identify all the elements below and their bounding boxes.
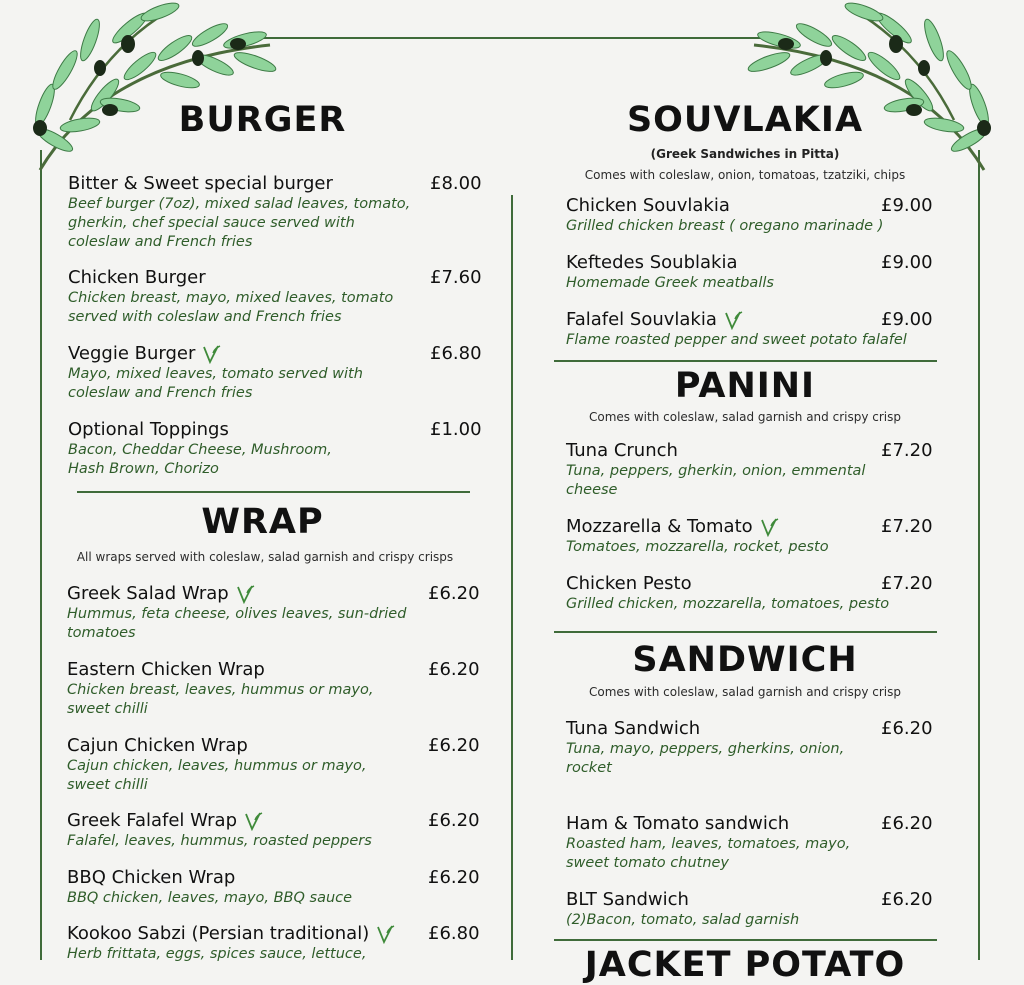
vegetarian-leaf-icon bbox=[235, 584, 255, 604]
item-price: £7.60 bbox=[430, 267, 482, 288]
item-description: Roasted ham, leaves, tomatoes, mayo, sweet tomato chutney bbox=[566, 836, 851, 871]
item-price: £6.20 bbox=[428, 583, 480, 604]
item-name: Greek Falafel Wrap bbox=[67, 810, 479, 831]
menu-item bbox=[67, 659, 479, 719]
burger-title: BURGER bbox=[178, 100, 347, 140]
item-description: Bacon, Cheddar Cheese, Mushroom, Hash Brown, Chorizo bbox=[68, 442, 332, 477]
frame-left-line bbox=[40, 150, 42, 960]
item-name: Kookoo Sabzi (Persian traditional) bbox=[67, 923, 479, 944]
jacket-potato-title: JACKET POTATO bbox=[584, 945, 906, 985]
item-description: Flame roasted pepper and sweet potato falafel bbox=[566, 332, 907, 348]
item-name: Chicken Pesto bbox=[566, 573, 692, 594]
olive-branch-icon-left bbox=[10, 0, 280, 175]
sandwich-title: SANDWICH bbox=[632, 640, 858, 680]
item-name: Optional Toppings bbox=[68, 419, 229, 440]
menu-item bbox=[67, 867, 479, 908]
column-divider bbox=[511, 195, 513, 960]
menu-item bbox=[67, 583, 479, 643]
item-name: Falafel Souvlakia bbox=[566, 309, 932, 330]
item-name: Ham & Tomato sandwich bbox=[566, 813, 790, 834]
item-description: Homemade Greek meatballs bbox=[566, 275, 774, 291]
item-name: Eastern Chicken Wrap bbox=[67, 659, 265, 680]
item-description: Tomatoes, mozzarella, rocket, pesto bbox=[566, 539, 829, 555]
item-price: £9.00 bbox=[881, 252, 933, 273]
item-price: £9.00 bbox=[881, 309, 933, 330]
menu-item bbox=[67, 735, 479, 795]
sandwich-subtitle: Comes with coleslaw, salad garnish and crispy crisp bbox=[589, 685, 901, 699]
item-description: Grilled chicken, mozzarella, tomatoes, pesto bbox=[566, 596, 890, 612]
souvlakia-subtitle: Comes with coleslaw, onion, tomatoas, tzatziki, chips bbox=[584, 168, 906, 182]
item-name: Cajun Chicken Wrap bbox=[67, 735, 248, 756]
item-description: Herb frittata, eggs, spices sauce, lettuce, bbox=[67, 946, 367, 962]
item-name: Bitter & Sweet special burger bbox=[68, 173, 333, 194]
menu-item bbox=[566, 718, 932, 778]
wrap-title: WRAP bbox=[201, 502, 324, 542]
item-price: £8.00 bbox=[430, 173, 482, 194]
item-price: £6.20 bbox=[428, 810, 480, 831]
souvlakia-subtitle-bold: (Greek Sandwiches in Pitta) bbox=[650, 147, 840, 161]
item-name: Chicken Souvlakia bbox=[566, 195, 730, 216]
item-description: (2)Bacon, tomato, salad garnish bbox=[566, 912, 800, 928]
menu-item bbox=[68, 419, 480, 479]
section-divider bbox=[554, 631, 937, 633]
item-price: £6.20 bbox=[881, 813, 933, 834]
item-price: £6.80 bbox=[428, 923, 480, 944]
frame-right-line bbox=[978, 150, 980, 960]
vegetarian-leaf-icon bbox=[201, 344, 221, 364]
item-price: £1.00 bbox=[430, 419, 482, 440]
item-description: Cajun chicken, leaves, hummus or mayo, sweet chilli bbox=[67, 758, 367, 793]
item-name: Veggie Burger bbox=[68, 343, 480, 364]
section-divider bbox=[554, 360, 937, 362]
vegetarian-leaf-icon bbox=[243, 811, 263, 831]
menu-item bbox=[566, 516, 932, 557]
vegetarian-leaf-icon bbox=[723, 310, 743, 330]
vegetarian-leaf-icon bbox=[375, 924, 395, 944]
menu-item bbox=[566, 440, 932, 500]
item-price: £6.20 bbox=[428, 867, 480, 888]
item-description: BBQ chicken, leaves, mayo, BBQ sauce bbox=[67, 890, 353, 906]
menu-item bbox=[566, 252, 932, 293]
section-divider bbox=[77, 491, 470, 493]
frame-top-line bbox=[250, 37, 780, 39]
vegetarian-leaf-icon bbox=[759, 517, 779, 537]
menu-item bbox=[68, 343, 480, 403]
menu-item bbox=[67, 923, 479, 964]
item-price: £7.20 bbox=[881, 516, 933, 537]
item-price: £6.20 bbox=[428, 659, 480, 680]
item-description: Tuna, peppers, gherkin, onion, emmental cheese bbox=[566, 463, 866, 498]
item-name: BBQ Chicken Wrap bbox=[67, 867, 236, 888]
menu-item bbox=[67, 810, 479, 851]
panini-title: PANINI bbox=[674, 366, 816, 406]
item-price: £6.20 bbox=[881, 718, 933, 739]
item-price: £6.80 bbox=[430, 343, 482, 364]
wrap-subtitle: All wraps served with coleslaw, salad garnish and crispy crisps bbox=[76, 550, 454, 564]
menu-item bbox=[68, 173, 480, 252]
menu-item bbox=[566, 813, 932, 873]
item-description: Beef burger (7oz), mixed salad leaves, tomato, gherkin, chef special sauce served with coleslaw and French fries bbox=[68, 196, 411, 250]
menu-item bbox=[566, 889, 932, 930]
item-description: Chicken breast, leaves, hummus or mayo, sweet chilli bbox=[67, 682, 374, 717]
item-description: Mayo, mixed leaves, tomato served with coleslaw and French fries bbox=[68, 366, 363, 401]
item-description: Grilled chicken breast ( oregano marinade ) bbox=[566, 218, 884, 234]
item-price: £7.20 bbox=[881, 440, 933, 461]
menu-item bbox=[68, 267, 480, 327]
item-description: Hummus, feta cheese, olives leaves, sun-dried tomatoes bbox=[67, 606, 407, 641]
section-divider bbox=[554, 939, 937, 941]
item-price: £7.20 bbox=[881, 573, 933, 594]
item-name: Tuna Sandwich bbox=[566, 718, 701, 739]
souvlakia-title: SOUVLAKIA bbox=[626, 100, 864, 140]
menu-item bbox=[566, 195, 932, 236]
item-description: Chicken breast, mayo, mixed leaves, tomato served with coleslaw and French fries bbox=[68, 290, 394, 325]
item-price: £6.20 bbox=[881, 889, 933, 910]
menu-item bbox=[566, 309, 932, 350]
item-name: Chicken Burger bbox=[68, 267, 206, 288]
item-name: Keftedes Soublakia bbox=[566, 252, 738, 273]
item-name: Greek Salad Wrap bbox=[67, 583, 479, 604]
item-name: Tuna Crunch bbox=[566, 440, 678, 461]
item-name: BLT Sandwich bbox=[566, 889, 689, 910]
panini-subtitle: Comes with coleslaw, salad garnish and crispy crisp bbox=[589, 410, 901, 424]
item-price: £6.20 bbox=[428, 735, 480, 756]
item-description: Tuna, mayo, peppers, gherkins, onion, rocket bbox=[566, 741, 845, 776]
item-name: Mozzarella & Tomato bbox=[566, 516, 932, 537]
item-price: £9.00 bbox=[881, 195, 933, 216]
menu-item bbox=[566, 573, 932, 614]
item-description: Falafel, leaves, hummus, roasted peppers bbox=[67, 833, 372, 849]
